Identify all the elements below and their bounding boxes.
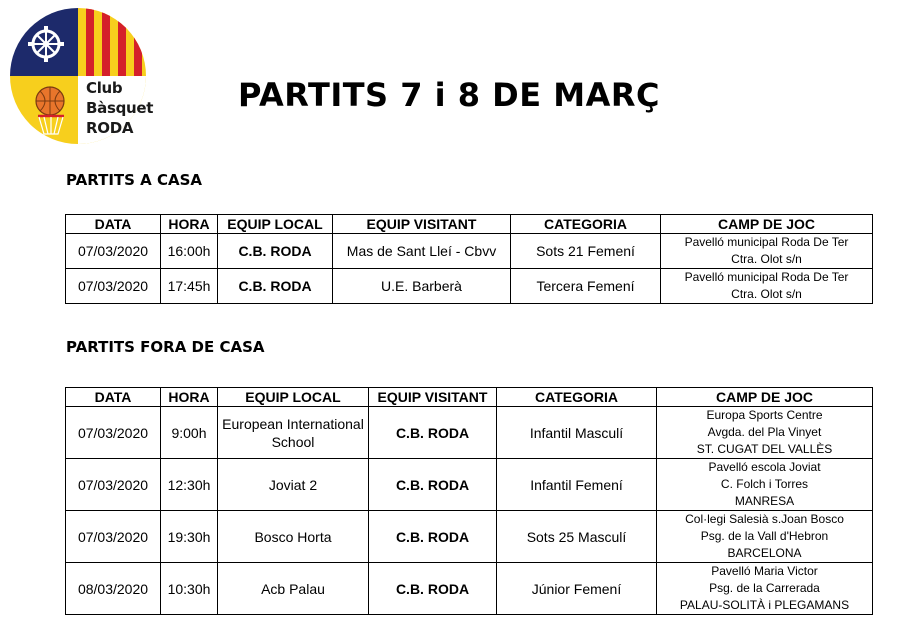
col-header-equip-local: EQUIP LOCAL — [218, 215, 333, 234]
cell-category: Júnior Femení — [497, 563, 657, 615]
venue-line: Ctra. Olot s/n — [731, 287, 802, 301]
col-header-data: DATA — [66, 388, 161, 407]
venue-line: PALAU-SOLITÀ i PLEGAMANS — [679, 598, 850, 612]
cell-venue — [657, 511, 873, 563]
col-header-equip-visitant: EQUIP VISITANT — [333, 215, 511, 234]
table-row — [66, 563, 873, 615]
col-header-equip-visitant: EQUIP VISITANT — [369, 388, 497, 407]
table-row — [66, 459, 873, 511]
club-logo — [8, 6, 154, 146]
venue-line: Pavelló municipal Roda De Ter — [684, 270, 849, 284]
cell-date: 07/03/2020 — [66, 459, 161, 511]
away-section-title: PARTITS FORA DE CASA — [66, 338, 265, 356]
cell-venue — [661, 234, 873, 269]
cell-venue — [657, 407, 873, 459]
col-header-camp-de-joc: CAMP DE JOC — [657, 388, 873, 407]
table-row — [66, 511, 873, 563]
home-section-title: PARTITS A CASA — [66, 171, 203, 189]
cell-visiting-team: C.B. RODA — [369, 407, 497, 459]
venue-line: Psg. de la Vall d'Hebron — [700, 529, 829, 543]
cell-category: Tercera Femení — [511, 269, 661, 304]
cell-category: Infantil Femení — [497, 459, 657, 511]
venue-line: Pavelló municipal Roda De Ter — [684, 235, 849, 249]
cell-visiting-team: C.B. RODA — [369, 511, 497, 563]
page-title: PARTITS 7 i 8 DE MARÇ — [238, 76, 660, 114]
cell-time: 17:45h — [161, 269, 218, 304]
cell-date: 07/03/2020 — [66, 511, 161, 563]
cell-category: Infantil Masculí — [497, 407, 657, 459]
cell-date: 07/03/2020 — [66, 234, 161, 269]
col-header-equip-local: EQUIP LOCAL — [218, 388, 369, 407]
cell-local-team: C.B. RODA — [218, 234, 333, 269]
cell-venue — [657, 563, 873, 615]
cell-date: 07/03/2020 — [66, 407, 161, 459]
venue-line: ST. CUGAT DEL VALLÈS — [696, 442, 833, 456]
venue-line: Europa Sports Centre — [706, 408, 823, 422]
logo-line-club: Club — [86, 79, 123, 97]
cell-visiting-team: C.B. RODA — [369, 563, 497, 615]
cell-time: 16:00h — [161, 234, 218, 269]
cell-time: 12:30h — [161, 459, 218, 511]
cell-time: 10:30h — [161, 563, 218, 615]
cell-local-team: Bosco Horta — [218, 511, 369, 563]
venue-line: BARCELONA — [727, 546, 802, 560]
cell-category: Sots 25 Masculí — [497, 511, 657, 563]
venue-line: Psg. de la Carrerada — [709, 581, 820, 595]
cell-time: 9:00h — [161, 407, 218, 459]
away-games-table — [65, 387, 873, 615]
venue-line: Ctra. Olot s/n — [731, 252, 802, 266]
venue-line: MANRESA — [734, 494, 795, 508]
table-row — [66, 407, 873, 459]
venue-line: C. Folch i Torres — [720, 477, 809, 491]
home-games-table — [65, 214, 873, 304]
cell-local-team: Acb Palau — [218, 563, 369, 615]
cell-date: 07/03/2020 — [66, 269, 161, 304]
logo-text — [86, 78, 152, 138]
cell-visiting-team: U.E. Barberà — [333, 269, 511, 304]
table-header-row — [66, 388, 873, 407]
cell-visiting-team: C.B. RODA — [369, 459, 497, 511]
cell-date: 08/03/2020 — [66, 563, 161, 615]
table-row — [66, 269, 873, 304]
cell-local-team: Joviat 2 — [218, 459, 369, 511]
venue-line: Col·legi Salesià s.Joan Bosco — [685, 512, 844, 526]
cell-venue — [661, 269, 873, 304]
cell-visiting-team: Mas de Sant Lleí - Cbvv — [333, 234, 511, 269]
col-header-hora: HORA — [161, 215, 218, 234]
cell-category: Sots 21 Femení — [511, 234, 661, 269]
venue-line: Avgda. del Pla Vinyet — [707, 425, 822, 439]
col-header-data: DATA — [66, 215, 161, 234]
logo-line-basquet: Bàsquet — [86, 99, 154, 117]
cell-time: 19:30h — [161, 511, 218, 563]
table-row — [66, 234, 873, 269]
col-header-hora: HORA — [161, 388, 218, 407]
col-header-categoria: CATEGORIA — [511, 215, 661, 234]
cell-venue — [657, 459, 873, 511]
logo-line-roda: RODA — [86, 119, 134, 137]
col-header-categoria: CATEGORIA — [497, 388, 657, 407]
venue-line: Pavelló escola Joviat — [708, 460, 821, 474]
table-header-row — [66, 215, 873, 234]
venue-line: Pavelló Maria Victor — [711, 564, 818, 578]
cell-local-team: European International School — [218, 407, 369, 459]
cell-local-team: C.B. RODA — [218, 269, 333, 304]
col-header-camp-de-joc: CAMP DE JOC — [661, 215, 873, 234]
